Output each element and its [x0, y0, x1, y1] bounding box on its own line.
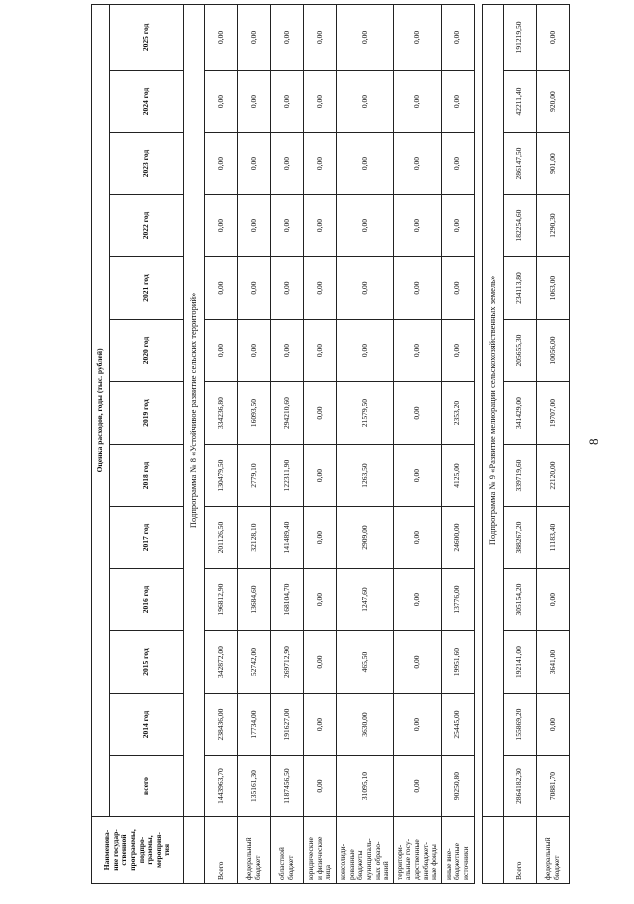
subprogram-title-row: [184, 4, 205, 883]
row-label: юридические и физические лица: [304, 817, 337, 884]
page-number: 8: [586, 438, 601, 445]
value-cell: 0,00: [204, 133, 237, 195]
value-cell: 388267,20: [503, 507, 536, 569]
value-cell: 90250,80: [441, 756, 474, 817]
value-cell: 0,00: [441, 4, 474, 70]
subprogram-title-left: [184, 817, 205, 884]
value-cell: 0,00: [337, 320, 394, 382]
value-cell: 0,00: [393, 631, 441, 694]
value-cell: 10056,00: [536, 320, 569, 382]
value-cell: 32128,10: [237, 507, 270, 569]
value-cell: 0,00: [441, 71, 474, 133]
subprogram-title-left: [482, 817, 503, 884]
value-cell: 0,00: [237, 71, 270, 133]
value-cell: 1263,50: [337, 445, 394, 507]
value-cell: 234113,80: [503, 257, 536, 320]
value-cell: 2864182,30: [503, 756, 536, 817]
value-cell: 0,00: [204, 195, 237, 257]
value-cell: 19707,00: [536, 382, 569, 445]
value-cell: 0,00: [270, 133, 303, 195]
value-cell: 294210,60: [270, 382, 303, 445]
row-label: Всего: [503, 817, 536, 884]
value-cell: 22120,00: [536, 445, 569, 507]
value-cell: 0,00: [393, 445, 441, 507]
row-label: иные вне- бюджетные источники: [441, 817, 474, 884]
column-header-2017: 2017 год: [109, 507, 184, 569]
value-cell: 0,00: [536, 694, 569, 756]
table-row: [337, 4, 394, 883]
value-cell: 0,00: [204, 71, 237, 133]
value-cell: 0,00: [393, 694, 441, 756]
value-cell: 0,00: [337, 133, 394, 195]
subprogram-title: Подпрограмма № 8 «Устойчивое развитие сельских территорий»: [184, 4, 205, 816]
name-column-header: Наименова- ние государ- ственной программы, подпро- граммы, мероприя- тия: [92, 817, 184, 884]
value-cell: 0,00: [393, 382, 441, 445]
value-cell: 0,00: [337, 4, 394, 70]
value-cell: 0,00: [270, 4, 303, 70]
value-cell: 1187456,50: [270, 756, 303, 817]
value-cell: 465,50: [337, 631, 394, 694]
value-cell: 13684,60: [237, 569, 270, 631]
value-cell: 0,00: [304, 4, 337, 70]
column-header-2025: 2025 год: [109, 4, 184, 70]
table-row: [441, 4, 474, 883]
table-row: [393, 4, 441, 883]
value-cell: 25445,00: [441, 694, 474, 756]
value-cell: 11183,40: [536, 507, 569, 569]
value-cell: 0,00: [304, 320, 337, 382]
value-cell: 192141,00: [503, 631, 536, 694]
value-cell: 0,00: [337, 257, 394, 320]
column-header-2018: 2018 год: [109, 445, 184, 507]
column-header-2015: 2015 год: [109, 631, 184, 694]
value-cell: 0,00: [304, 507, 337, 569]
row-label: федеральный бюджет: [536, 817, 569, 884]
row-label: областной бюджет: [270, 817, 303, 884]
spacer-cell: [474, 4, 482, 883]
value-cell: 0,00: [441, 320, 474, 382]
value-cell: 0,00: [304, 631, 337, 694]
row-label: Всего: [204, 817, 237, 884]
column-header-2019: 2019 год: [109, 382, 184, 445]
value-cell: 0,00: [393, 756, 441, 817]
value-cell: 13776,00: [441, 569, 474, 631]
value-cell: 0,00: [393, 133, 441, 195]
value-cell: 0,00: [337, 195, 394, 257]
value-cell: 70881,70: [536, 756, 569, 817]
section-spacer: [474, 4, 482, 883]
value-cell: 0,00: [237, 320, 270, 382]
value-cell: 0,00: [304, 445, 337, 507]
value-cell: 342872,00: [204, 631, 237, 694]
column-header-2020: 2020 год: [109, 320, 184, 382]
rotated-table-wrapper: [91, 4, 570, 884]
column-header-2022: 2022 год: [109, 195, 184, 257]
table-row: [536, 4, 569, 883]
value-cell: 135161,30: [237, 756, 270, 817]
value-cell: 19951,60: [441, 631, 474, 694]
row-label: федеральный бюджет: [237, 817, 270, 884]
budget-table: [91, 4, 570, 884]
value-cell: 286147,50: [503, 133, 536, 195]
table-row: [304, 4, 337, 883]
subprogram-title-row: [482, 4, 503, 883]
value-cell: 901,00: [536, 133, 569, 195]
value-cell: 122311,90: [270, 445, 303, 507]
value-cell: 155869,20: [503, 694, 536, 756]
column-header-2021: 2021 год: [109, 257, 184, 320]
row-label: территори- альные госу- дарственные внебюджет- ные фонды: [393, 817, 441, 884]
value-cell: 0,00: [304, 694, 337, 756]
value-cell: 0,00: [536, 569, 569, 631]
value-cell: 0,00: [237, 133, 270, 195]
value-cell: 141489,40: [270, 507, 303, 569]
value-cell: 1443963,70: [204, 756, 237, 817]
value-cell: 0,00: [441, 195, 474, 257]
value-cell: 0,00: [536, 4, 569, 70]
value-cell: 196812,90: [204, 569, 237, 631]
value-cell: 0,00: [393, 257, 441, 320]
value-cell: 920,00: [536, 71, 569, 133]
table-row: [237, 4, 270, 883]
value-cell: 168104,70: [270, 569, 303, 631]
value-cell: 0,00: [393, 4, 441, 70]
value-cell: 269712,90: [270, 631, 303, 694]
value-cell: 0,00: [304, 756, 337, 817]
value-cell: 4125,00: [441, 445, 474, 507]
value-cell: 0,00: [304, 569, 337, 631]
value-cell: 0,00: [304, 257, 337, 320]
value-cell: 341429,00: [503, 382, 536, 445]
value-cell: 0,00: [393, 195, 441, 257]
column-header-2016: 2016 год: [109, 569, 184, 631]
value-cell: 0,00: [270, 195, 303, 257]
value-cell: 3641,00: [536, 631, 569, 694]
value-cell: 42211,40: [503, 71, 536, 133]
value-cell: 31095,10: [337, 756, 394, 817]
value-cell: 0,00: [204, 320, 237, 382]
value-cell: 201126,50: [204, 507, 237, 569]
value-cell: 0,00: [441, 257, 474, 320]
value-cell: 0,00: [270, 320, 303, 382]
value-cell: 182254,60: [503, 195, 536, 257]
value-cell: 205655,30: [503, 320, 536, 382]
table-row: [204, 4, 237, 883]
value-cell: 0,00: [270, 257, 303, 320]
row-label: консолиди- рованные бюджеты муниципаль- ных образо- ваний: [337, 817, 394, 884]
value-cell: 0,00: [237, 257, 270, 320]
value-cell: 17734,00: [237, 694, 270, 756]
column-header-2024: 2024 год: [109, 71, 184, 133]
value-cell: 0,00: [393, 569, 441, 631]
value-cell: 305154,20: [503, 569, 536, 631]
value-cell: 2909,00: [337, 507, 394, 569]
table-row: [270, 4, 303, 883]
value-cell: 0,00: [304, 195, 337, 257]
column-header-2014: 2014 год: [109, 694, 184, 756]
value-cell: 238436,00: [204, 694, 237, 756]
value-cell: 0,00: [204, 4, 237, 70]
value-cell: 191219,50: [503, 4, 536, 70]
value-cell: 3630,00: [337, 694, 394, 756]
column-header-2023: 2023 год: [109, 133, 184, 195]
value-cell: 1063,00: [536, 257, 569, 320]
value-cell: 0,00: [393, 507, 441, 569]
value-cell: 191627,00: [270, 694, 303, 756]
value-cell: 16093,50: [237, 382, 270, 445]
value-cell: 0,00: [393, 320, 441, 382]
value-cell: 339719,60: [503, 445, 536, 507]
subprogram-title: Подпрограмма № 9 «Развитие мелиорации сельскохозяйственных земель»: [482, 4, 503, 816]
value-cell: 0,00: [393, 71, 441, 133]
value-cell: 0,00: [337, 71, 394, 133]
value-cell: 0,00: [441, 133, 474, 195]
value-cell: 0,00: [270, 71, 303, 133]
value-cell: 24600,00: [441, 507, 474, 569]
value-cell: 1290,30: [536, 195, 569, 257]
value-cell: 0,00: [237, 4, 270, 70]
value-cell: 1247,60: [337, 569, 394, 631]
value-cell: 130479,50: [204, 445, 237, 507]
value-cell: 2353,20: [441, 382, 474, 445]
table-row: [503, 4, 536, 883]
column-header-total: всего: [109, 756, 184, 817]
value-cell: 334236,80: [204, 382, 237, 445]
header-row-top: [92, 4, 110, 883]
value-cell: 52742,00: [237, 631, 270, 694]
value-cell: 0,00: [304, 133, 337, 195]
value-cell: 2779,10: [237, 445, 270, 507]
header-row-years: [109, 4, 184, 883]
estimate-header: Оценка расходов, годы (тыс. рублей): [92, 4, 110, 816]
value-cell: 0,00: [304, 382, 337, 445]
value-cell: 21579,50: [337, 382, 394, 445]
value-cell: 0,00: [304, 71, 337, 133]
value-cell: 0,00: [237, 195, 270, 257]
value-cell: 0,00: [204, 257, 237, 320]
